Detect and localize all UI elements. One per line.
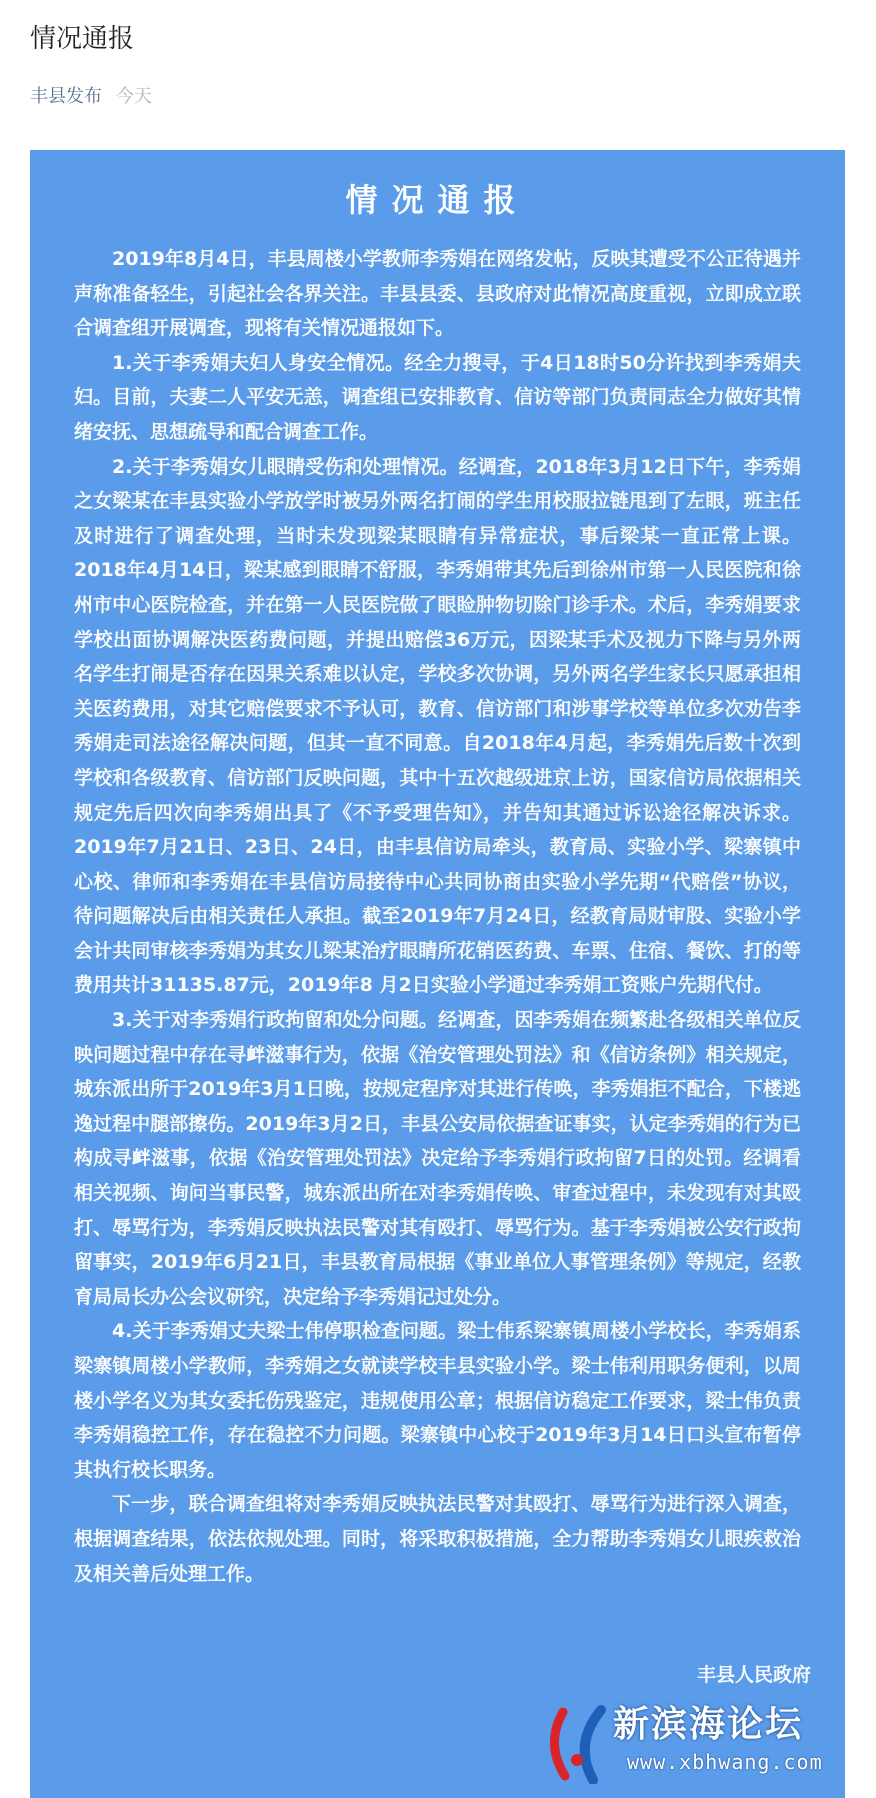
watermark-logo-icon — [543, 1704, 623, 1784]
article-meta — [30, 86, 152, 108]
notice-paragraph: 2.关于李秀娟女儿眼睛受伤和处理情况。经调查，2018年3月12日下午，李秀娟之女梁某在丰县实验小学放学时被另外两名打闹的学生用校服拉链甩到了左眼，班主任及时进行了调查处理，当时未发现梁某眼睛有异常症状，事后梁某一直正常上课。2018年4月14日，梁某感到眼睛不舒服，李秀娟带其先后到徐州市第一人民医院和徐州市中心医院检查，并在第一人民医院做了眼睑肿物切除门诊手术。术后，李秀娟要求学校出面协调解决医药费问题，并提出赔偿36万元，因梁某手术及视力下降与另外两名学生打闹是否存在因果关系难以认定，学校多次协调，另外两名学生家长只愿承担相关医药费用，对其它赔偿要求不予认可，教育、信访部门和涉事学校等单位多次劝告李秀娟走司法途径解决问题，但其一直不同意。自2018年4月起，李秀娟先后数十次到学校和各级教育、信访部门反映问题，其中十五次越级进京上访，国家信访局依据相关规定先后四次向李秀娟出具了《不予受理告知》，并告知其通过诉讼途径解决诉求。2019年7月21日、23日、24日，由丰县信访局牵头，教育局、实验小学、梁寨镇中心校、律师和李秀娟在丰县信访局接待中心共同协商由实验小学先期“代赔偿”协议，待问题解决后由相关责任人承担。截至2019年7月24日，经教育局财审股、实验小学会计共同审核李秀娟为其女儿梁某治疗眼睛所花销医药费、车票、住宿、餐饮、打的等费用共计31135.87元，2019年8 月2日实验小学通过李秀娟工资账户先期代付。 — [74, 455, 801, 997]
watermark-url: www.xbhwang.com — [627, 1750, 823, 1774]
notice-paragraph: 2019年8月4日，丰县周楼小学教师李秀娟在网络发帖，反映其遭受不公正待遇并声称准备轻生，引起社会各界关注。丰县县委、县政府对此情况高度重视，立即成立联合调查组开展调查，现将有关情况通报如下。 — [74, 248, 801, 340]
article-header — [30, 22, 152, 108]
notice-paragraph: 1.关于李秀娟夫妇人身安全情况。经全力搜寻，于4日18时50分许找到李秀娟夫妇。目前，夫妻二人平安无恙，调查组已安排教育、信访等部门负责同志全力做好其情绪安抚、思想疏导和配合调查工作。 — [74, 351, 801, 443]
notice-image — [30, 150, 845, 1798]
notice-paragraph: 3.关于对李秀娟行政拘留和处分问题。经调查，因李秀娟在频繁赴各级相关单位反映问题过程中存在寻衅滋事行为，依据《治安管理处罚法》和《信访条例》相关规定，城东派出所于2019年3月1日晚，按规定程序对其进行传唤，李秀娟拒不配合，下楼逃逸过程中腿部擦伤。2019年3月2日，丰县公安局依据查证事实，认定李秀娟的行为已构成寻衅滋事，依据《治安管理处罚法》决定给予李秀娟行政拘留7日的处罚。经调看相关视频、询问当事民警，城东派出所在对李秀娟传唤、审查过程中，未发现有对其殴打、辱骂行为，李秀娟反映执法民警对其有殴打、辱骂行为。基于李秀娟被公安行政拘留事实，2019年6月21日，丰县教育局根据《事业单位人事管理条例》等规定，经教育局局长办公会议研究，决定给予李秀娟记过处分。 — [74, 1009, 801, 1308]
account-name-link[interactable]: 丰县发布 — [30, 86, 102, 107]
notice-paragraph: 4.关于李秀娟丈夫梁士伟停职检查问题。梁士伟系梁寨镇周楼小学校长，李秀娟系梁寨镇周楼小学教师，李秀娟之女就读学校丰县实验小学。梁士伟利用职务便利，以周楼小学名义为其女委托伤残鉴定，违规使用公章；根据信访稳定工作要求，梁士伟负责李秀娟稳控工作，存在稳控不力问题。梁寨镇中心校于2019年3月14日口头宣布暂停其执行校长职务。 — [74, 1320, 801, 1481]
notice-heading: 情况通报 — [345, 181, 530, 219]
watermark — [543, 1704, 833, 1784]
publish-time: 今天 — [116, 86, 152, 107]
notice-paragraph: 下一步，联合调查组将对李秀娟反映执法民警对其殴打、辱骂行为进行深入调查，根据调查结果，依法依规处理。同时，将采取积极措施，全力帮助李秀娟女儿眼疾救治及相关善后处理工作。 — [74, 1493, 801, 1585]
watermark-text: 新滨海论坛 — [613, 1704, 804, 1745]
article-title: 情况通报 — [30, 24, 135, 54]
notice-signature: 丰县人民政府 — [696, 1664, 811, 1686]
